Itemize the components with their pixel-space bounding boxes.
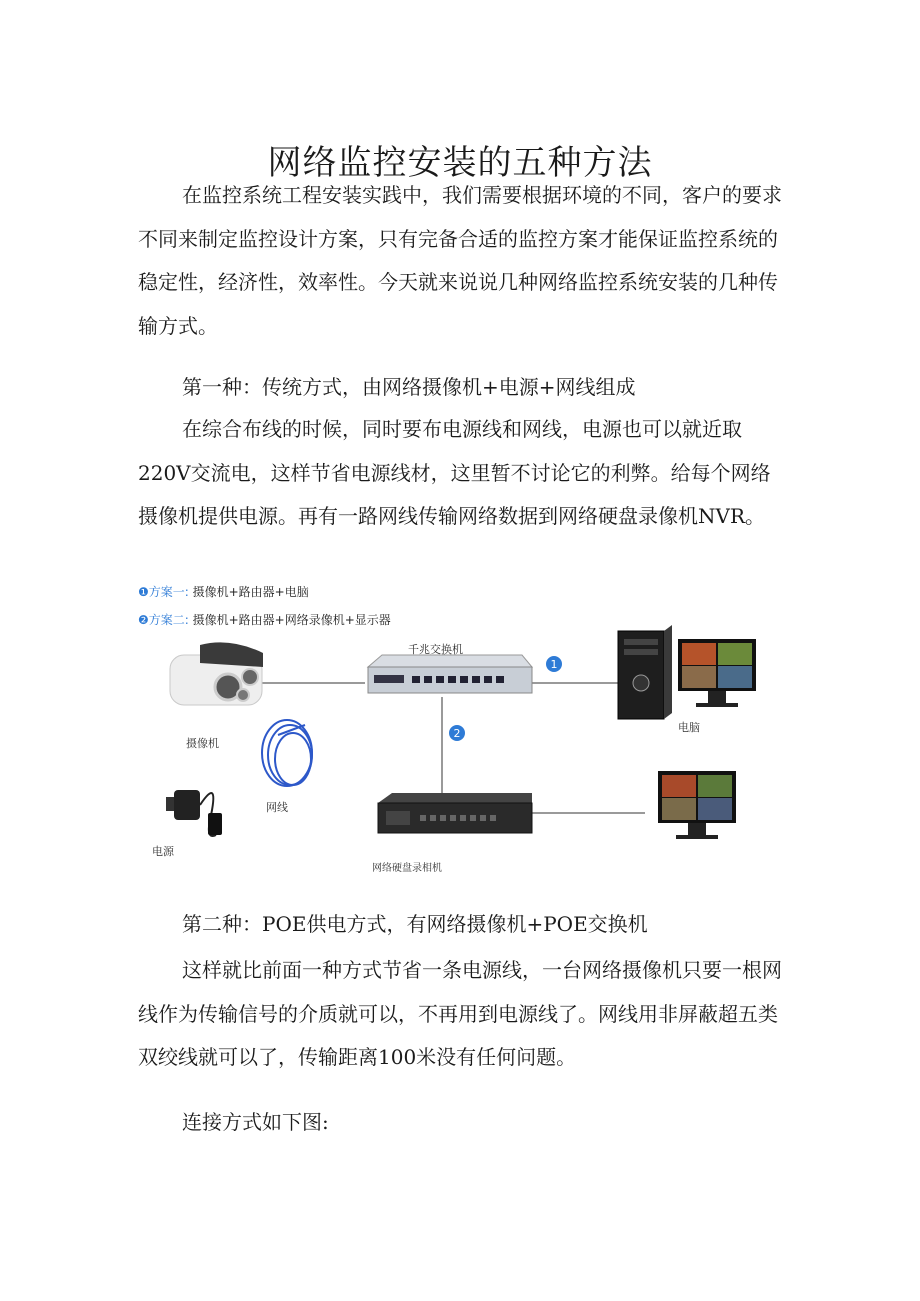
nvr-monitor-icon: [658, 771, 736, 839]
power-adapter-icon: [166, 790, 222, 836]
cable-label: 网线: [266, 801, 288, 814]
network-diagram: [130, 575, 790, 885]
intro-paragraph: 在监控系统工程安装实践中，我们需要根据环境的不同，客户的要求不同来制定监控设计方案，只有完备合适的监控方案才能保证监控系统的稳定性，经济性，效率性。今天就来说说几种网络监控系统安装的几种传输方式。: [138, 183, 782, 338]
badge-1-text: 1: [550, 658, 558, 671]
pc-tower-icon: [618, 625, 672, 719]
legend-scheme-2-text: 摄像机+路由器+网络录像机+显示器: [188, 613, 391, 627]
switch-label: 千兆交换机: [408, 643, 463, 656]
badge-2-text: 2: [453, 727, 461, 740]
network-cable-icon: [262, 720, 312, 786]
badge-1: [546, 656, 562, 672]
gigabit-switch-icon: [368, 655, 532, 693]
legend-scheme-2: [138, 611, 391, 628]
pc-monitor-icon: [678, 639, 756, 707]
legend-scheme-1-text: 摄像机+路由器+电脑: [188, 585, 309, 599]
legend-scheme-1-number: ❶方案一:: [138, 585, 189, 599]
method2-heading: 第二种：POE供电方式，有网络摄像机+POE交换机: [182, 912, 648, 936]
power-label: 电源: [152, 845, 174, 858]
legend-scheme-1: [138, 583, 309, 600]
camera-icon: [170, 642, 263, 705]
method1-paragraph: 在综合布线的时候，同时要布电源线和网线，电源也可以就近取220V交流电，这样节省电源线材，这里暂不讨论它的利弊。给每个网络摄像机提供电源。再有一路网线传输网络数据到网络硬盘录像机NVR。: [138, 417, 771, 528]
nvr-label: 网络硬盘录相机: [372, 863, 442, 874]
legend-scheme-2-number: ❷方案二:: [138, 613, 189, 627]
page-title: 网络监控安装的五种方法: [267, 142, 653, 183]
connection-caption: 连接方式如下图:: [182, 1110, 329, 1134]
camera-label: 摄像机: [186, 737, 219, 750]
method2-paragraph: 这样就比前面一种方式节省一条电源线，一台网络摄像机只要一根网线作为传输信号的介质就可以，不再用到电源线了。网线用非屏蔽超五类双绞线就可以了，传输距离100米没有任何问题。: [138, 958, 782, 1069]
method1-heading: 第一种：传统方式，由网络摄像机+电源+网线组成: [182, 375, 636, 399]
nvr-icon: [378, 793, 532, 833]
pc-label: 电脑: [678, 721, 700, 734]
badge-2: [449, 725, 465, 741]
